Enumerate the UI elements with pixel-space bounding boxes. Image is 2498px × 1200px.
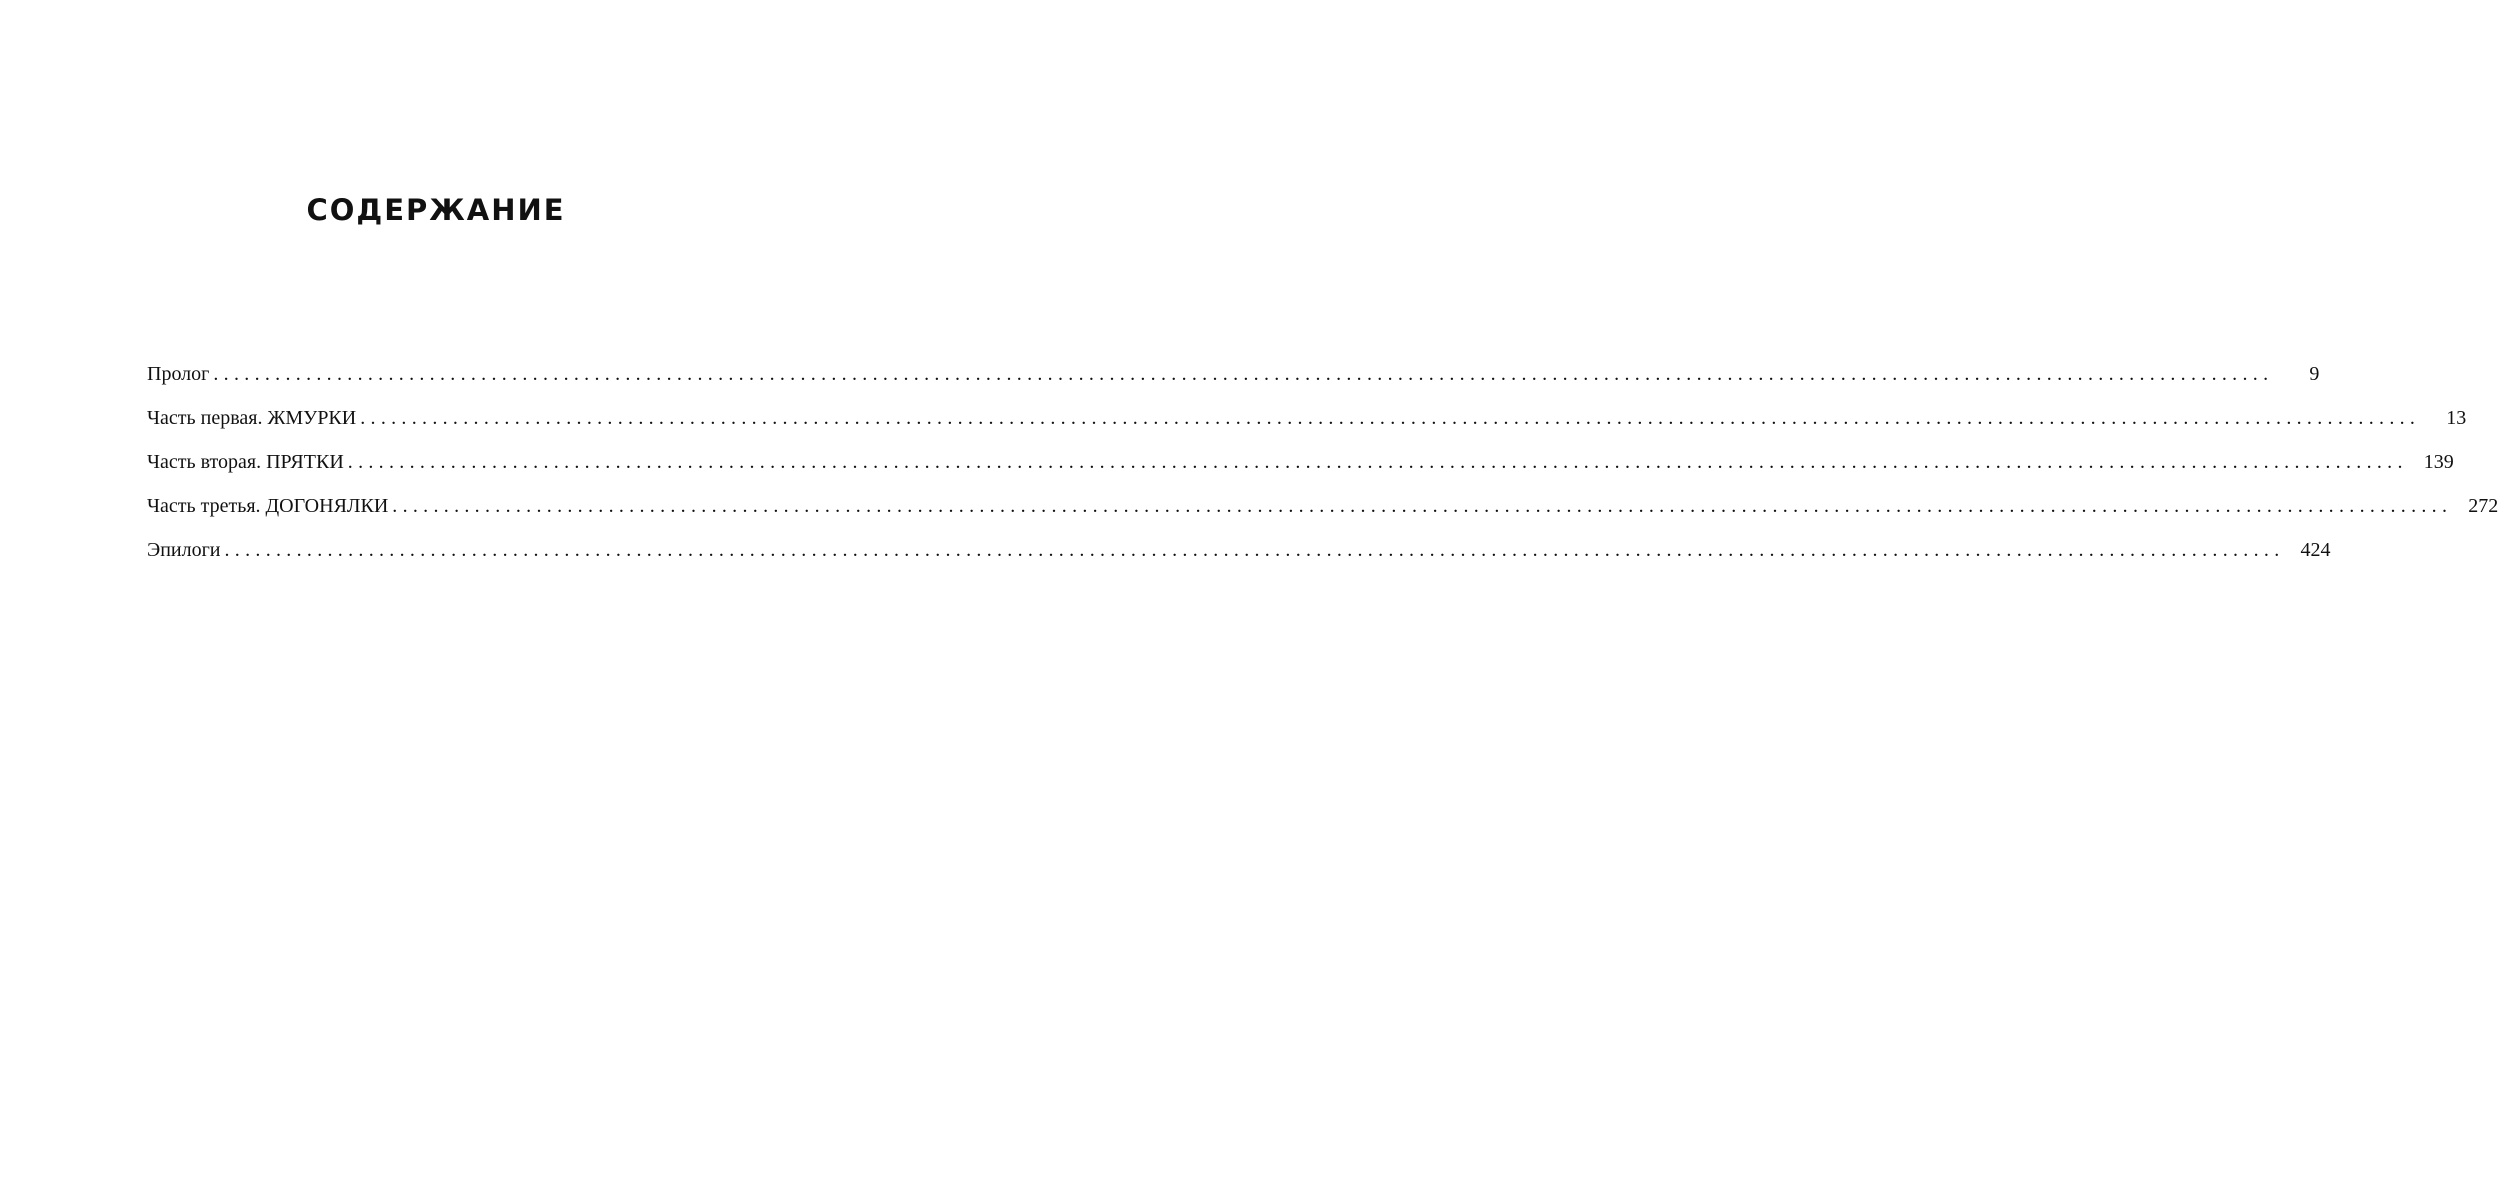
toc-entry-label: Эпилоги: [147, 539, 221, 561]
toc-entry-page-number: 139: [2423, 451, 2454, 473]
dot-leader: ........................................................................................................................................................................................................: [392, 495, 2453, 517]
toc-entry-part-one: [147, 405, 2467, 449]
toc-entry-part-two: [147, 449, 2454, 493]
toc-entry-label: Часть третья. ДОГОНЯЛКИ: [147, 495, 389, 517]
toc-entry-page-number: 13: [2446, 407, 2467, 429]
toc-entry-label: Пролог: [147, 363, 210, 385]
dot-leader: ........................................................................................................................................................................................................: [213, 363, 2274, 385]
page-title: СОДЕРЖАНИЕ: [306, 193, 566, 227]
toc-entry-label: Часть первая. ЖМУРКИ: [147, 407, 357, 429]
dot-leader: ........................................................................................................................................................................................................: [347, 451, 2408, 473]
toc-entry-page-number: 424: [2300, 539, 2331, 561]
toc-entry-label: Часть вторая. ПРЯТКИ: [147, 451, 344, 473]
toc-entry-prologue: [147, 361, 2320, 405]
table-of-contents: [147, 361, 2498, 581]
toc-entry-epilogues: [147, 537, 2331, 581]
dot-leader: ........................................................................................................................................................................................................: [224, 539, 2285, 561]
toc-entry-page-number: 9: [2309, 363, 2320, 385]
toc-entry-part-three: [147, 493, 2498, 537]
toc-entry-page-number: 272: [2468, 495, 2498, 517]
dot-leader: ........................................................................................................................................................................................................: [360, 407, 2421, 429]
